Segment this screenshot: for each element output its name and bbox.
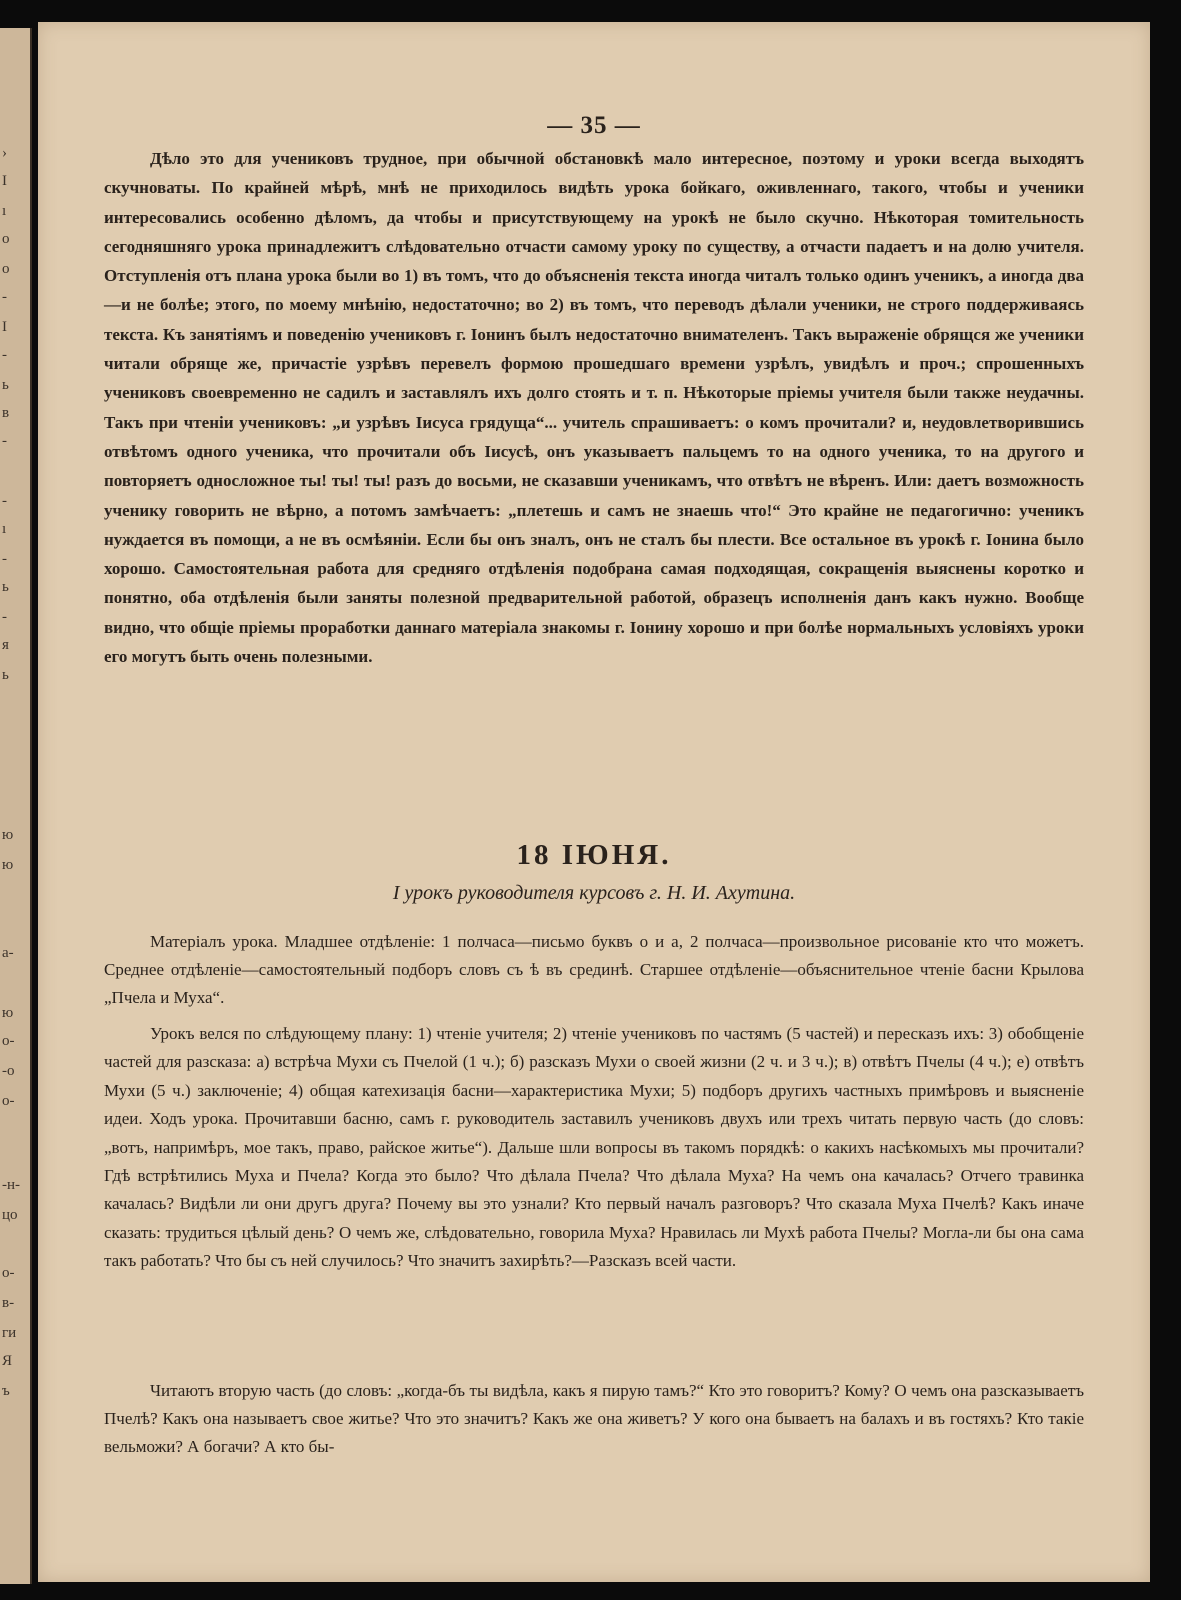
facing-page-fragment: о bbox=[2, 231, 10, 247]
facing-page-fragment: ю bbox=[2, 857, 14, 873]
book-page bbox=[38, 22, 1150, 1582]
facing-page-fragment: ь bbox=[2, 377, 9, 393]
facing-page-fragment: о bbox=[2, 261, 10, 277]
facing-page-fragment: цо bbox=[2, 1207, 18, 1223]
facing-page-fragment: -о bbox=[2, 1063, 15, 1079]
facing-page-fragment: - bbox=[2, 433, 7, 449]
facing-page-fragment: о- bbox=[2, 1093, 15, 1109]
facing-page-fragment: I bbox=[2, 319, 7, 335]
facing-page-fragment: - bbox=[2, 493, 7, 509]
facing-page-fragment: а- bbox=[2, 945, 14, 961]
paragraph-lesson-plan: Урокъ велся по слѣдующему плану: 1) чтеніе учителя; 2) чтеніе учениковъ по частямъ (5 частей) и пересказъ ихъ: 3) обобщеніе частей для разсказа: а) встрѣча Мухи съ Пчелой (1 ч.); б) разсказъ Мухи о своей жизни (2 ч. и 3 ч.); в) отвѣтъ Пчелы (4 ч.); е) отвѣтъ Мухи (5 ч.) заключеніе; 4) общая катехизація басни—характеристика Мухи; 5) подборъ другихъ частныхъ примѣровъ и выясненіе идеи. Ходъ урока. Прочитавши басню, самъ г. руководитель заставилъ учениковъ двухъ или трехъ читать первую часть (до словъ: „вотъ, напримѣръ, мое такъ, право, райское житье“). Дальше шли вопросы въ такомъ порядкѣ: о какихъ насѣкомыхъ мы прочитали? Гдѣ встрѣтились Муха и Пчела? Когда это было? Что дѣлала Пчела? Что дѣлала Муха? На чемъ она качалась? Отчего травинка качалась? Видѣли ли они другъ друга? Почему вы это узнали? Кто первый началъ разговоръ? Что сказала Муха Пчелѣ? Какъ иначе сказать: трудиться цѣлый день? О чемъ же, слѣдовательно, говорила Муха? Нравилась ли Мухѣ работа Пчелы? Могла-ли бы она сама такъ работать? Что бы съ ней случилось? Что значитъ захирѣть?—Разсказъ всей части. bbox=[104, 1024, 1084, 1271]
facing-page-fragment: - bbox=[2, 289, 7, 305]
facing-page-fragment: о- bbox=[2, 1033, 15, 1049]
facing-page-fragment: - bbox=[2, 551, 7, 567]
facing-page-fragment: я bbox=[2, 637, 9, 653]
paragraph-second-part: Читаютъ вторую часть (до словъ: „когда-бъ ты видѣла, какъ я пирую тамъ?“ Кто это говоритъ? Кому? О чемъ она разсказываетъ Пчелѣ? Какъ она называетъ свое житье? Что это значитъ? Какъ же она живетъ? У кого она бываетъ на балахъ и въ гостяхъ? Кто такіе вельможи? А богачи? А кто бы- bbox=[104, 1381, 1084, 1456]
lesson-title: I урокъ руководителя курсовъ г. Н. И. Ахутина. bbox=[392, 882, 796, 904]
facing-page-fragment: › bbox=[2, 145, 7, 161]
facing-page-fragment: ъ bbox=[2, 1383, 10, 1399]
paragraph-lesson-material: Матеріалъ урока. Младшее отдѣленіе: 1 полчаса—письмо буквъ о и а, 2 полчаса—произвольное рисованіе кто что можетъ. Среднее отдѣленіе—самостоятельный подборъ словъ съ ѣ въ срединѣ. Старшее отдѣленіе—объяснительное чтеніе басни Крылова „Пчела и Муха“. bbox=[104, 932, 1084, 1007]
facing-page-fragment: ю bbox=[2, 1005, 14, 1021]
paragraph-evaluation: Дѣло это для учениковъ трудное, при обычной обстановкѣ мало интересное, поэтому и уроки всегда выходятъ скучноваты. По крайней мѣрѣ, мнѣ не приходилось видѣть урока бойкаго, оживленнаго, такого, чтобы и ученики интересовались особенно дѣломъ, да чтобы и присутствующему на урокѣ не было скучно. Нѣкоторая томительность сегодняшняго урока принадлежитъ слѣдовательно отчасти самому уроку по существу, а отчасти падаетъ и на долю учителя. Отступленія отъ плана урока были во 1) въ томъ, что до объясненія текста иногда читалъ только одинъ ученикъ, а иногда два—и не болѣе; этого, по моему мнѣнію, недостаточно; во 2) въ томъ, что переводъ дѣлали ученики, не строго поддерживаясь текста. Къ занятіямъ и поведенію учениковъ г. Іонинъ былъ недостаточно внимателенъ. Такъ выраженіе обрящся же ученики читали обряще же, причастіе узрѣвъ перевелъ формою прошедшаго времени узрѣлъ, увидѣлъ и проч.; спрошенныхъ учениковъ своевременно не садилъ и заставлялъ ихъ долго стоять и т. п. Нѣкоторые пріемы учителя были также неудачны. Такъ при чтеніи учениковъ: „и узрѣвъ Іисуса грядуща“... учитель спрашиваетъ: о комъ прочитали? и, неудовлетворившись отвѣтомъ одного ученика, что прочитали объ Іисусѣ, онъ указываетъ пальцемъ то на одного ученика, то на другого и повторяетъ односложное ты! ты! ты! разъ до восьми, не сказавши ученикамъ, что отвѣтъ не вѣренъ. Или: даетъ возможность ученику говорить не вѣрно, а потомъ замѣчаетъ: „плетешь и самъ не знаешь что!“ Это крайне не педагогично: ученикъ нуждается въ помощи, а не въ осмѣяніи. Если бы онъ зналъ, онъ не сталъ бы плести. Все остальное въ урокѣ г. Іонина было хорошо. Самостоятельная работа для средняго отдѣленія подобрана самая подходящая, сокращенія выяснены коротко и понятно, оба отдѣленія были заняты полезной предварительной работой, образецъ исполненія данъ какъ нужно. Вообще видно, что общіе пріемы проработки даннаго матеріала знакомы г. Іонину хорошо и при болѣе нормальныхъ условіяхъ уроки его могутъ быть очень полезными. bbox=[104, 149, 1084, 667]
facing-page-fragment: ı bbox=[2, 203, 7, 219]
facing-page-fragment: ь bbox=[2, 579, 9, 595]
facing-page-fragment: - bbox=[2, 609, 7, 625]
facing-page-fragment: в- bbox=[2, 1295, 15, 1311]
facing-page-fragment: ь bbox=[2, 667, 9, 683]
facing-page-fragment: в bbox=[2, 405, 10, 421]
facing-page-edge bbox=[0, 28, 32, 1584]
facing-page-fragment: ги bbox=[2, 1325, 17, 1341]
facing-page-fragment: -н- bbox=[2, 1177, 21, 1193]
facing-page-fragment: ю bbox=[2, 827, 14, 843]
facing-page-fragment: ı bbox=[2, 521, 7, 537]
facing-page-fragment: - bbox=[2, 347, 7, 363]
facing-page-fragment: о- bbox=[2, 1265, 15, 1281]
page-number: — 35 — bbox=[547, 112, 641, 139]
facing-page-fragment: Я bbox=[2, 1353, 13, 1369]
date-heading: 18 ІЮНЯ. bbox=[516, 839, 672, 871]
facing-page-fragment: I bbox=[2, 173, 7, 189]
